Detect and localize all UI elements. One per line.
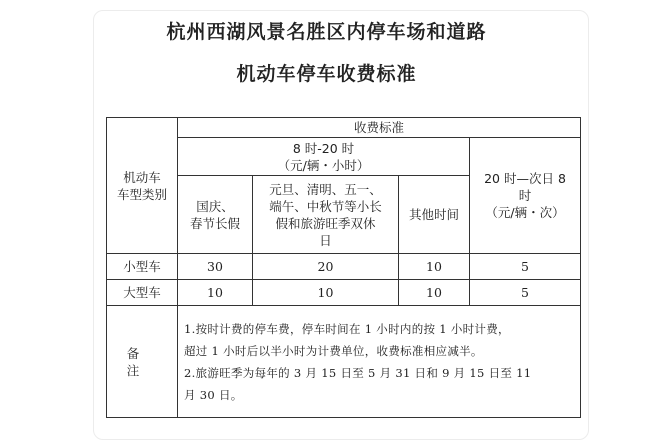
remarks-cell bbox=[178, 306, 581, 418]
page-title-line-1: 杭州西湖风景名胜区内停车场和道路 bbox=[166, 21, 487, 43]
fee-cell: 5 bbox=[470, 280, 581, 306]
fee-cell: 10 bbox=[399, 280, 470, 306]
fee-cell: 20 bbox=[253, 254, 399, 280]
vehicle-type-cell: 大型车 bbox=[107, 280, 178, 306]
fee-cell: 30 bbox=[178, 254, 253, 280]
fee-cell: 10 bbox=[399, 254, 470, 280]
day-period-header: 8 时-20 时 （元/辆・小时） bbox=[178, 138, 470, 176]
remark-line: 超过 1 小时后以半小时为计费单位，收费标准相应减半。 bbox=[184, 343, 483, 358]
page-title-line-2: 机动车停车收费标准 bbox=[236, 63, 417, 85]
parking-fee-table bbox=[106, 117, 581, 418]
national-holidays-header: 国庆、 春节长假 bbox=[178, 176, 253, 254]
other-holidays-header: 元旦、清明、五一、 端午、中秋节等小长 假和旅游旺季双休 日 bbox=[253, 176, 399, 254]
table-row bbox=[107, 280, 581, 306]
fee-cell: 10 bbox=[253, 280, 399, 306]
fee-cell: 5 bbox=[470, 254, 581, 280]
fee-standard-header: 收费标准 bbox=[178, 118, 581, 138]
remarks-label: 备 注 bbox=[107, 306, 178, 418]
fee-cell: 10 bbox=[178, 280, 253, 306]
remark-line: 月 30 日。 bbox=[184, 387, 243, 402]
remark-line: 1.按时计费的停车费，停车时间在 1 小时内的按 1 小时计费， bbox=[184, 321, 510, 336]
other-times-header: 其他时间 bbox=[399, 176, 470, 254]
night-period-header: 20 时—次日 8 时 （元/辆・次） bbox=[470, 138, 581, 254]
remark-line: 2.旅游旺季为每年的 3 月 15 日至 5 月 31 日和 9 月 15 日至 11 bbox=[184, 365, 532, 380]
table-row bbox=[107, 254, 581, 280]
vehicle-type-cell: 小型车 bbox=[107, 254, 178, 280]
vehicle-type-header: 机动车 车型类别 bbox=[107, 118, 178, 254]
